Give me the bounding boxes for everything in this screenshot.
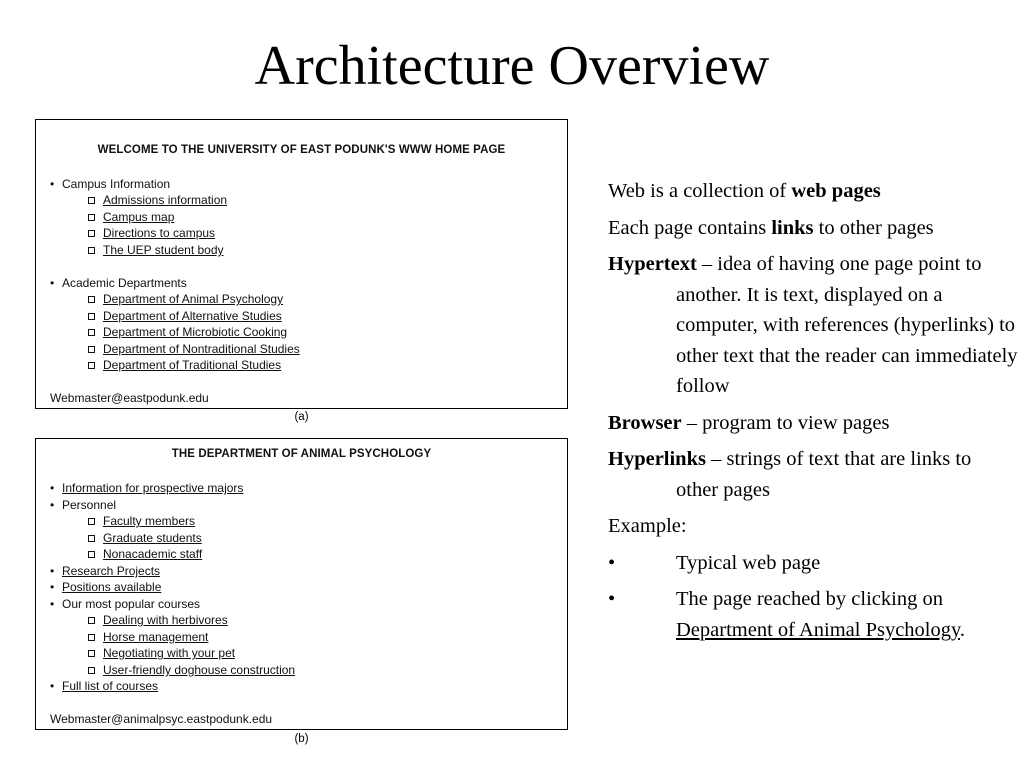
- link-dept-nontraditional-studies[interactable]: Department of Nontraditional Studies: [88, 341, 300, 357]
- square-bullet-icon: [88, 230, 95, 237]
- square-bullet-icon: [88, 313, 95, 320]
- para-hyperlinks: Hyperlinks – strings of text that are links to other pages: [608, 448, 972, 501]
- bullet-dot-icon: •: [50, 276, 55, 290]
- bullet-dot-icon: •: [608, 588, 616, 610]
- square-bullet-icon: [88, 518, 95, 525]
- bullet-dot-icon: •: [50, 177, 55, 191]
- link-department-animal-psychology[interactable]: Department of Animal Psychology: [676, 618, 960, 641]
- list-item-personnel: • Personnel: [50, 498, 117, 512]
- square-bullet-icon: [88, 329, 95, 336]
- link-dept-animal-psychology[interactable]: Department of Animal Psychology: [88, 291, 283, 307]
- bullet-dot-icon: •: [50, 679, 55, 693]
- square-bullet-icon: [88, 296, 95, 303]
- square-bullet-icon: [88, 535, 95, 542]
- bullet-dot-icon: •: [50, 597, 55, 611]
- link-campus-map[interactable]: Campus map: [88, 209, 174, 225]
- figure-b-webpage: [35, 438, 568, 730]
- list-item-academic-departments: • Academic Departments: [50, 276, 187, 290]
- square-bullet-icon: [88, 551, 95, 558]
- square-bullet-icon: [88, 617, 95, 624]
- bullet-dot-icon: •: [50, 498, 55, 512]
- link-graduate-students[interactable]: Graduate students: [88, 530, 202, 546]
- figure-a-caption: (a): [294, 411, 309, 423]
- bullet-dot-icon: •: [50, 564, 55, 578]
- link-positions-available[interactable]: • Positions available: [50, 580, 162, 594]
- list-item-campus-information: • Campus Information: [50, 177, 171, 191]
- square-bullet-icon: [88, 346, 95, 353]
- square-bullet-icon: [88, 197, 95, 204]
- link-directions-to-campus[interactable]: Directions to campus: [88, 225, 215, 241]
- figure-b-webmaster: Webmaster@animalpsyc.eastpodunk.edu: [50, 712, 273, 726]
- para-hypertext: Hypertext – idea of having one page point to another. It is text, displayed on a computer, with references (hyperlinks) to other text that the reader can immediately follow: [608, 253, 1018, 397]
- link-horse-management[interactable]: Horse management: [88, 629, 208, 645]
- link-information-prospective-majors[interactable]: • Information for prospective majors: [50, 481, 244, 495]
- figure-a-webpage: [35, 119, 568, 409]
- text-panel: [608, 176, 1018, 651]
- link-dealing-with-herbivores[interactable]: Dealing with herbivores: [88, 612, 228, 628]
- bullet-typical-web-page: • Typical web page: [608, 548, 1018, 579]
- slide-title: Architecture Overview: [254, 35, 770, 97]
- figure-b-caption: (b): [294, 733, 309, 745]
- link-admissions-information[interactable]: Admissions information: [88, 192, 227, 208]
- para-browser: Browser – program to view pages: [608, 411, 890, 434]
- link-faculty-members[interactable]: Faculty members: [88, 513, 195, 529]
- link-full-list-of-courses[interactable]: • Full list of courses: [50, 679, 159, 693]
- bullet-dot-icon: •: [50, 580, 55, 594]
- figure-b-heading: THE DEPARTMENT OF ANIMAL PSYCHOLOGY: [171, 448, 432, 460]
- link-negotiating-with-your-pet[interactable]: Negotiating with your pet: [88, 645, 235, 661]
- bullet-dot-icon: •: [50, 481, 55, 495]
- link-dept-microbiotic-cooking[interactable]: Department of Microbiotic Cooking: [88, 324, 287, 340]
- link-nonacademic-staff[interactable]: Nonacademic staff: [88, 546, 202, 562]
- para-web-collection: Web is a collection of web pages: [608, 180, 881, 202]
- link-dept-alternative-studies[interactable]: Department of Alternative Studies: [88, 308, 282, 324]
- figure-a-heading: WELCOME TO THE UNIVERSITY OF EAST PODUNK'S WWW HOME PAGE: [97, 144, 506, 156]
- link-dept-traditional-studies[interactable]: Department of Traditional Studies: [88, 357, 281, 373]
- para-example: Example:: [608, 515, 687, 537]
- list-item-popular-courses: • Our most popular courses: [50, 597, 201, 611]
- link-uep-student-body[interactable]: The UEP student body: [88, 242, 224, 258]
- square-bullet-icon: [88, 667, 95, 674]
- square-bullet-icon: [88, 634, 95, 641]
- figure-a-webmaster: Webmaster@eastpodunk.edu: [50, 391, 209, 405]
- square-bullet-icon: [88, 247, 95, 254]
- square-bullet-icon: [88, 650, 95, 657]
- square-bullet-icon: [88, 214, 95, 221]
- link-doghouse-construction[interactable]: User-friendly doghouse construction: [88, 662, 295, 678]
- square-bullet-icon: [88, 362, 95, 369]
- bullet-dot-icon: •: [608, 551, 616, 574]
- bullet-page-reached: • The page reached by clicking on Department of Animal Psychology.: [608, 584, 1018, 645]
- para-links: Each page contains links to other pages: [608, 216, 934, 239]
- link-research-projects[interactable]: • Research Projects: [50, 564, 161, 578]
